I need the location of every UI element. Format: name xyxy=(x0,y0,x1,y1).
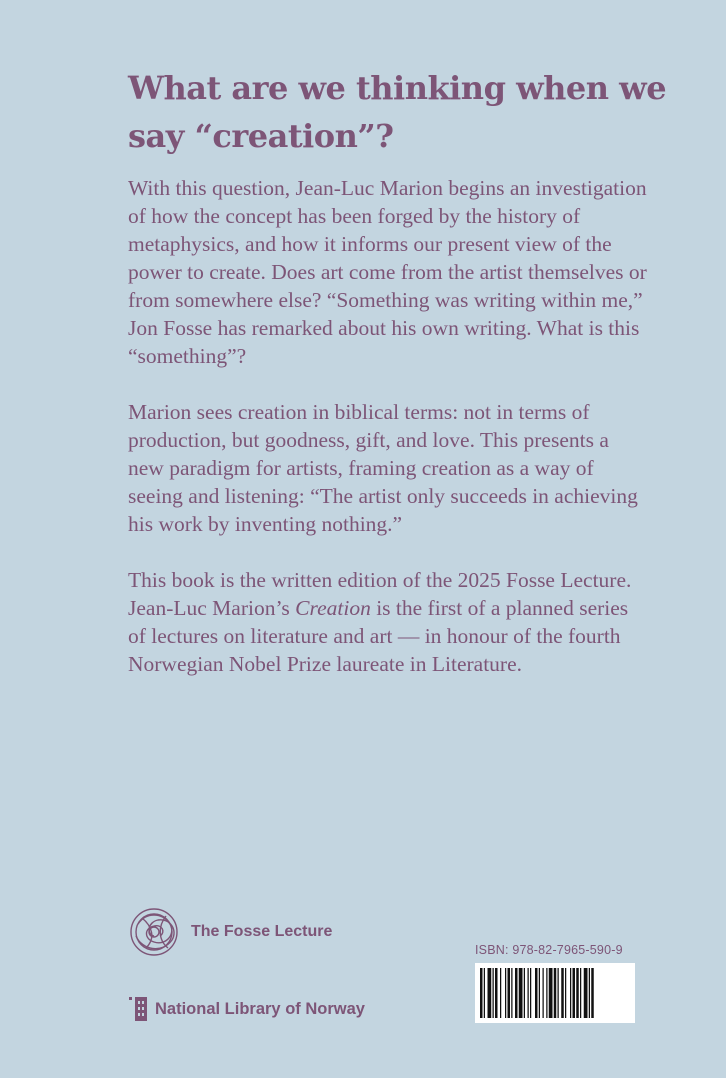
barcode-bar xyxy=(591,968,594,1018)
barcode-bar xyxy=(558,968,559,1018)
national-library-logo xyxy=(129,996,365,1022)
paragraph-3 xyxy=(128,566,648,678)
barcode-bar xyxy=(519,968,523,1018)
barcode-bar xyxy=(511,968,512,1018)
barcode-bar xyxy=(488,968,492,1018)
paragraph-2: Marion sees creation in biblical terms: not in terms of production, but goodness, gift, and love. This presents a new paradigm for artists, framing creation as a way of seeing and listening: “The artist only succeeds in achieving his work by inventing nothing.” xyxy=(128,400,638,536)
barcode-bar xyxy=(549,968,553,1018)
barcode-bar xyxy=(580,968,581,1018)
barcode-bar xyxy=(573,968,576,1018)
barcode-bar xyxy=(493,968,494,1018)
fosse-lecture-label: The Fosse Lecture xyxy=(191,923,333,940)
barcode-bar xyxy=(546,968,547,1018)
barcode-bars xyxy=(480,968,630,1018)
book-title: Creation xyxy=(295,596,371,620)
paragraph-3-start: This book is the written edition of the 2025 Fosse Lecture. Jean-Luc Marion’s xyxy=(128,568,632,620)
isbn-block xyxy=(475,943,635,1023)
headline: What are we thinking when we say “creation”? xyxy=(128,69,667,155)
barcode-bar xyxy=(539,968,540,1018)
barcode-bar xyxy=(561,968,564,1018)
barcode-bar xyxy=(576,968,579,1018)
barcode-bar xyxy=(535,968,538,1018)
barcode-bar xyxy=(554,968,557,1018)
barcode-bar xyxy=(524,968,525,1018)
library-mark-icon xyxy=(129,996,149,1022)
knot-icon xyxy=(128,906,180,958)
barcode-bar xyxy=(528,968,529,1018)
barcode xyxy=(475,963,635,1023)
barcode-bar xyxy=(565,968,566,1018)
barcode-bar xyxy=(543,968,544,1018)
barcode-bar xyxy=(500,968,501,1018)
barcode-bar xyxy=(484,968,485,1018)
barcode-bar xyxy=(584,968,588,1018)
barcode-bar xyxy=(570,968,571,1018)
barcode-bar xyxy=(505,968,506,1018)
barcode-bar xyxy=(495,968,498,1018)
paragraph-1: With this question, Jean-Luc Marion begins an investigation of how the concept has been forged by the history of metaphysics, and how it informs our present view of the power to create. Does art come from the artist themselves or from somewhere else? “Something was writing within me,” Jon Fosse has remarked about his own writing. What is this “something”? xyxy=(128,176,647,368)
barcode-bar xyxy=(508,968,511,1018)
barcode-bar xyxy=(589,968,590,1018)
description xyxy=(128,174,648,706)
isbn-text: ISBN: 978-82-7965-590-9 xyxy=(475,943,623,957)
barcode-bar xyxy=(480,968,483,1018)
paragraph-3-end: is the first of a planned series of lectures on literature and art — in honour of the fourth Norwegian Nobel Prize laureate in Literature. xyxy=(128,596,629,676)
fosse-lecture-logo xyxy=(128,906,332,958)
barcode-bar xyxy=(515,968,518,1018)
barcode-bar xyxy=(530,968,531,1018)
national-library-label: National Library of Norway xyxy=(155,999,365,1018)
